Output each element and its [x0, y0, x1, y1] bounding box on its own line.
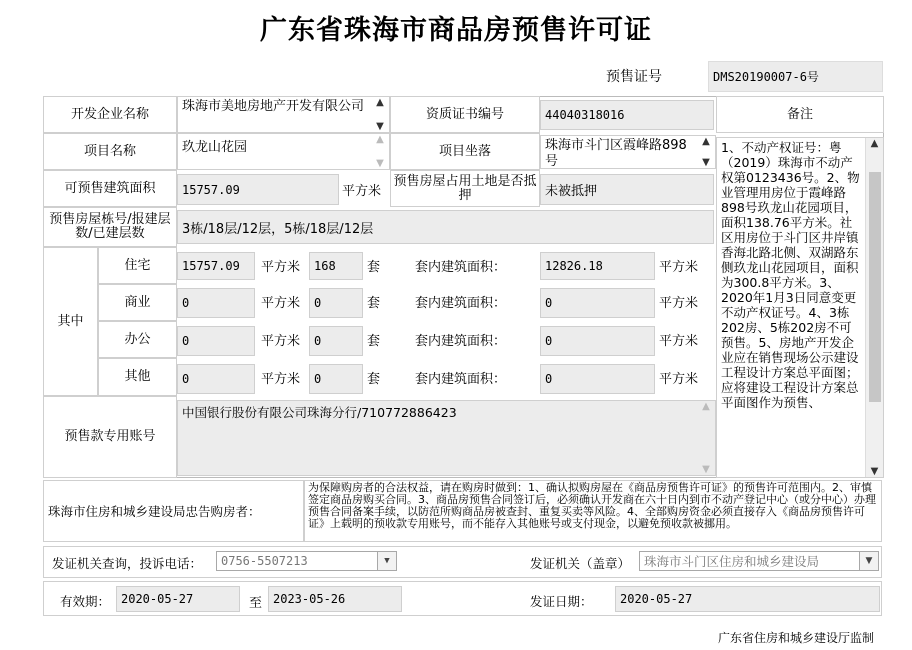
- developer-value: 珠海市美地房地产开发有限公司: [182, 99, 365, 114]
- type-other-label: 其他: [98, 358, 177, 396]
- location-value: 珠海市斗门区霞峰路898号: [545, 138, 687, 169]
- qualification-label: 资质证书编号: [390, 96, 540, 133]
- issuer-value: 珠海市斗门区住房和城乡建设局: [644, 554, 820, 569]
- permit-label: 预售证号: [606, 69, 662, 85]
- type-office-label: 办公: [98, 321, 177, 358]
- other-area-field: 0: [177, 364, 255, 394]
- land-label: 预售房屋占用土地是否抵押: [390, 170, 540, 207]
- issuer-label: 发证机关（盖章）: [530, 556, 631, 571]
- location-field: [540, 135, 716, 169]
- chevron-down-icon[interactable]: ▼: [702, 464, 710, 475]
- project-scrollbar[interactable]: [371, 134, 389, 169]
- land-field: 未被抵押: [540, 174, 714, 205]
- area-unit: 平方米: [261, 296, 301, 311]
- validity-to-field: 2023-05-26: [268, 586, 402, 612]
- chevron-up-icon[interactable]: ▲: [376, 97, 384, 108]
- permit-number-field: DMS20190007-6号: [708, 61, 883, 92]
- chevron-down-icon[interactable]: ▼: [870, 466, 879, 477]
- type-residential-label: 住宅: [98, 247, 177, 284]
- advice-text: 为保障购房者的合法权益，请在购房时做到：1、确认拟购房屋在《商品房预售许可证》的预售许可范围内。2、审慎签定商品房购买合同。3、商品房预售合同签订后，必须确认开发商在六十日内到市不动产登记中心（或分中心）办理预售合同备案手续，以防范所购商品房被查封、重复买卖等风险。4、全部购房资金必须直接存入《商品房预售许可证》上载明的预收款专用账号，而不能存入其他账号或支付现金，以避免预收款被挪用。: [304, 480, 882, 542]
- page-title: 广东省珠海市商品房预售许可证: [260, 15, 652, 46]
- count-unit: 套: [367, 260, 381, 275]
- office-inner-field: 0: [540, 326, 655, 356]
- count-unit: 套: [367, 296, 381, 311]
- project-label: 项目名称: [43, 133, 177, 170]
- account-textarea[interactable]: [177, 400, 716, 476]
- commercial-area-field: 0: [177, 288, 255, 318]
- area-unit: 平方米: [261, 372, 301, 387]
- inner-area-label: 套内建筑面积：: [415, 334, 507, 349]
- issuer-select[interactable]: [639, 551, 879, 571]
- remarks-label: 备注: [716, 96, 884, 133]
- validity-to-label: 至: [249, 596, 263, 611]
- area-unit: 平方米: [261, 334, 301, 349]
- chevron-up-icon[interactable]: ▲: [376, 134, 384, 145]
- area-field: 15757.09: [177, 174, 339, 205]
- developer-field: [177, 96, 390, 133]
- breakdown-label: 其中: [43, 247, 98, 396]
- inner-area-label: 套内建筑面积：: [415, 260, 507, 275]
- count-unit: 套: [367, 372, 381, 387]
- residential-inner-field: 12826.18: [540, 252, 655, 280]
- issue-date-field: 2020-05-27: [615, 586, 880, 612]
- count-unit: 套: [367, 334, 381, 349]
- other-count-field: 0: [309, 364, 363, 394]
- chevron-down-icon[interactable]: ▼: [376, 121, 384, 132]
- area-unit: 平方米: [342, 184, 382, 199]
- chevron-down-icon[interactable]: ▼: [702, 157, 710, 168]
- buildings-field: 3栋/18层/12层，5栋/18层/12层: [177, 210, 714, 244]
- footer-text: 广东省住房和城乡建设厅监制: [717, 631, 874, 645]
- advice-label: 珠海市住房和城乡建设局忠告购房者：: [43, 480, 304, 542]
- type-commercial-label: 商业: [98, 284, 177, 321]
- inquiry-label: 发证机关查询，投诉电话：: [52, 556, 203, 571]
- account-label: 预售款专用账号: [43, 396, 177, 478]
- buildings-label: 预售房屋栋号/报建层数/已建层数: [43, 207, 177, 247]
- location-label: 项目坐落: [390, 133, 540, 170]
- area-unit: 平方米: [659, 334, 699, 349]
- remarks-textarea[interactable]: [716, 137, 884, 478]
- developer-scrollbar[interactable]: [371, 97, 389, 132]
- remarks-scroll-thumb[interactable]: [869, 172, 881, 402]
- inquiry-select[interactable]: [216, 551, 397, 571]
- office-area-field: 0: [177, 326, 255, 356]
- area-unit: 平方米: [261, 260, 301, 275]
- area-label: 可预售建筑面积: [43, 170, 177, 207]
- qualification-field: 44040318016: [540, 100, 714, 130]
- account-value: 中国银行股份有限公司珠海分行/710772886423: [182, 405, 457, 420]
- location-scrollbar[interactable]: [697, 136, 715, 168]
- validity-label: 有效期：: [60, 594, 111, 609]
- area-unit: 平方米: [659, 296, 699, 311]
- chevron-down-icon[interactable]: ▼: [859, 552, 878, 570]
- chevron-up-icon[interactable]: ▲: [702, 136, 710, 147]
- other-inner-field: 0: [540, 364, 655, 394]
- inner-area-label: 套内建筑面积：: [415, 296, 507, 311]
- validity-from-field: 2020-05-27: [116, 586, 240, 612]
- chevron-up-icon[interactable]: ▲: [870, 138, 879, 149]
- project-value: 玖龙山花园: [182, 140, 248, 155]
- inner-area-label: 套内建筑面积：: [415, 372, 507, 387]
- commercial-inner-field: 0: [540, 288, 655, 318]
- residential-area-field: 15757.09: [177, 252, 255, 280]
- project-field: [177, 133, 390, 170]
- chevron-down-icon[interactable]: ▼: [377, 552, 396, 570]
- chevron-up-icon[interactable]: ▲: [702, 401, 710, 412]
- office-count-field: 0: [309, 326, 363, 356]
- issue-date-label: 发证日期：: [530, 594, 593, 609]
- area-unit: 平方米: [659, 372, 699, 387]
- inquiry-value: 0756-5507213: [221, 554, 308, 568]
- residential-count-field: 168: [309, 252, 363, 280]
- developer-label: 开发企业名称: [43, 96, 177, 133]
- remarks-text: 1、不动产权证号：粤（2019）珠海市不动产权第0123436号。2、物业管理用房位于霞峰路898号玖龙山花园项目，面积138.76平方米。社区用房位于斗门区井岸镇香海北路北侧、双湖路东侧玖龙山花园项目，面积为300.8平方米。3、2020年1月3日同意变更不动产权证号。4、3栋202房、5栋202房不可预售。5、房地产开发企业应在销售现场公示建设工程设计方案总平面图；应将建设工程设计方案总平面图作为预售、: [721, 140, 860, 410]
- chevron-down-icon[interactable]: ▼: [376, 158, 384, 169]
- commercial-count-field: 0: [309, 288, 363, 318]
- area-unit: 平方米: [659, 260, 699, 275]
- account-scrollbar[interactable]: [697, 401, 715, 475]
